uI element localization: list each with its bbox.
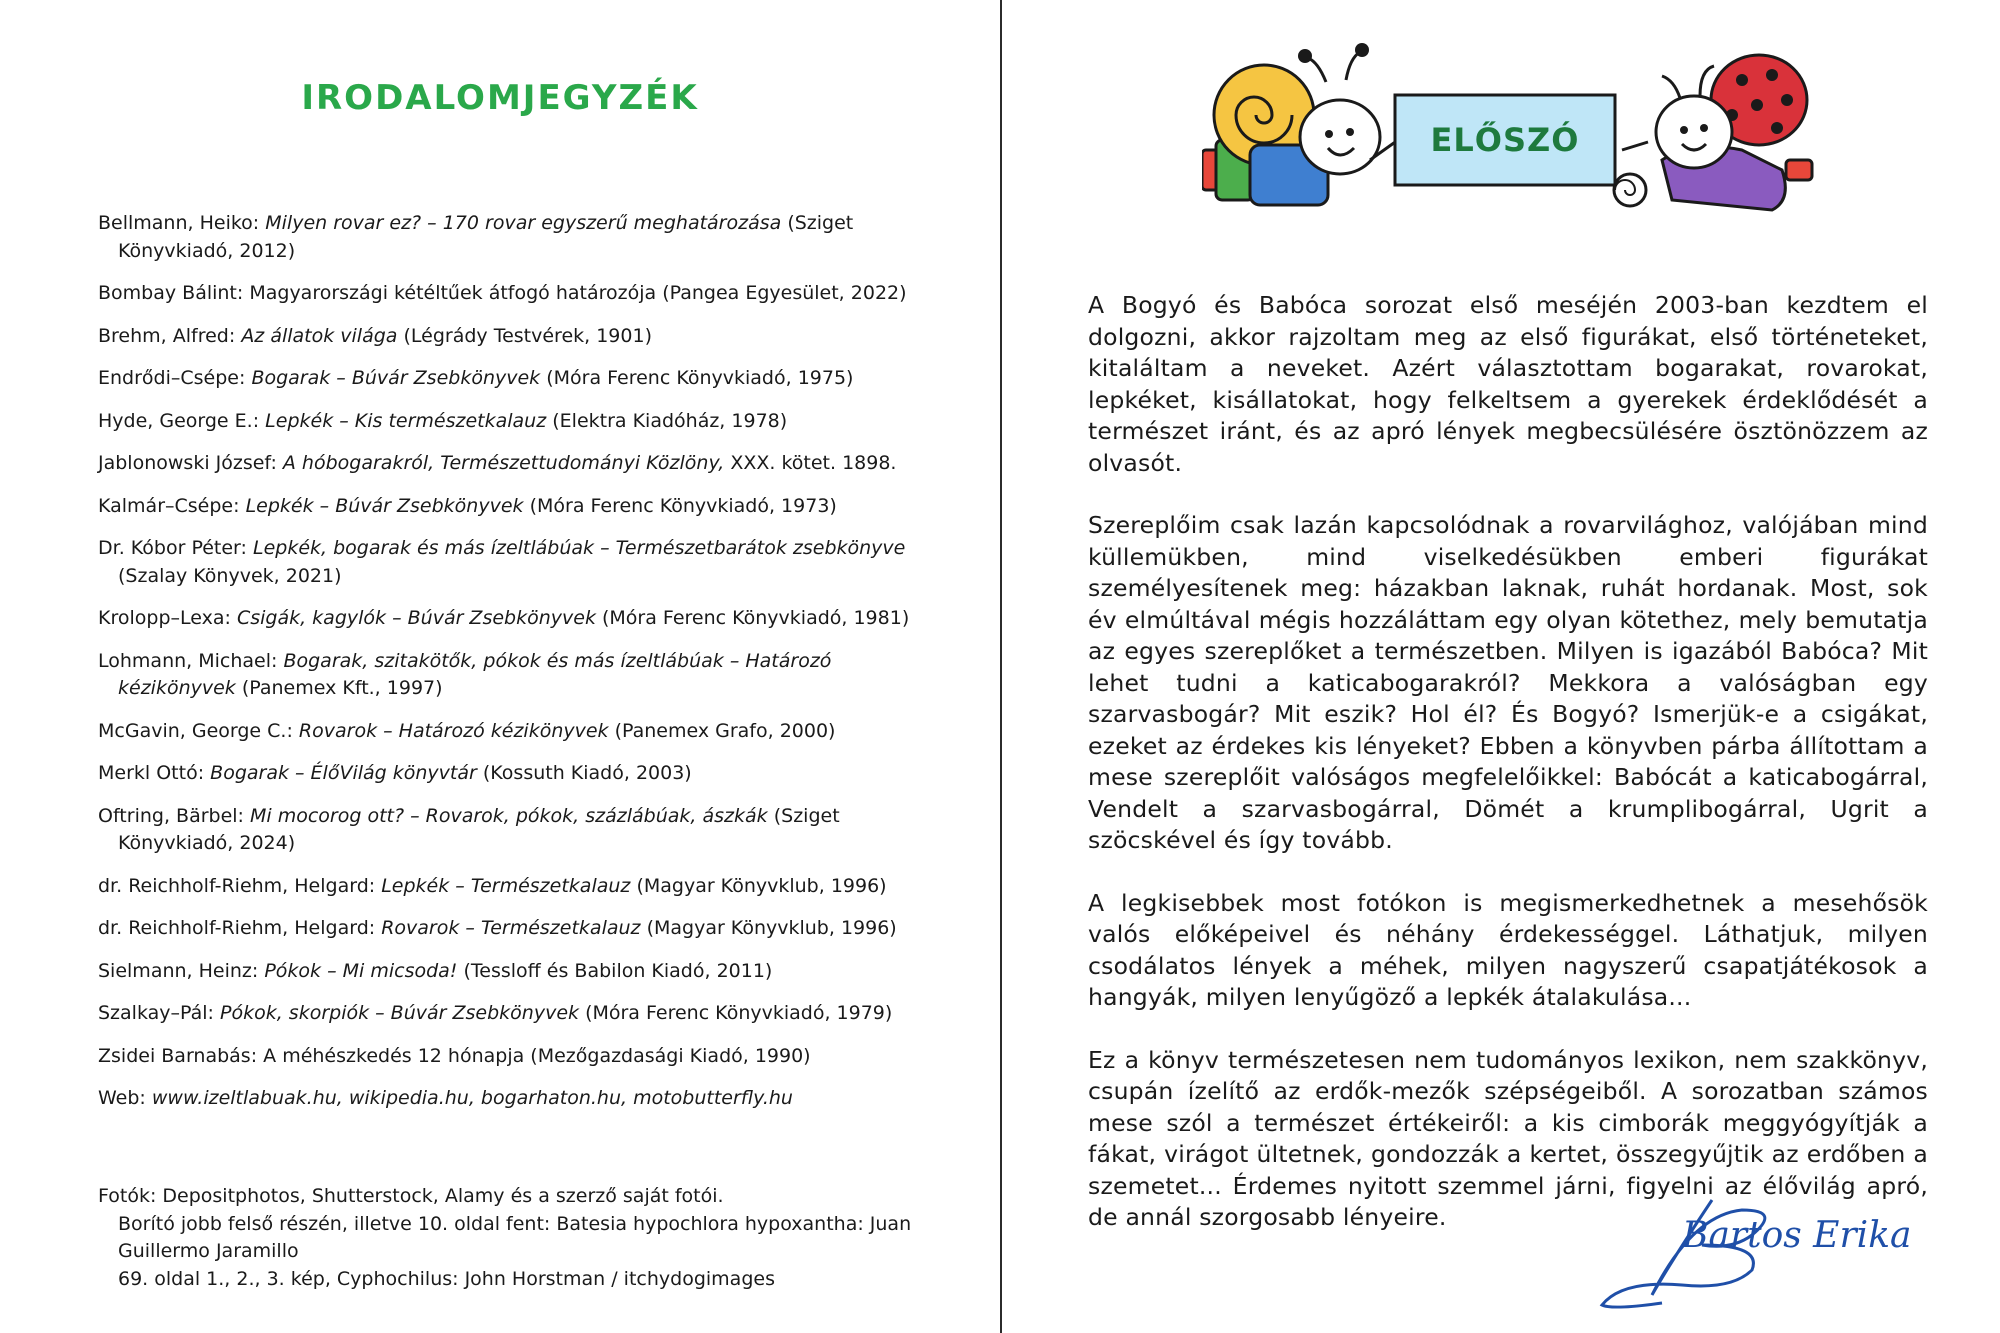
bibliography-entry xyxy=(98,1085,938,1113)
entry-publisher: (Móra Ferenc Könyvkiadó, 1981) xyxy=(602,607,910,629)
foreword-paragraph: Ez a könyv természetesen nem tudományos lexikon, nem szakkönyv, csupán ízelítő az erdők-mezők szépségeiből. A sorozatban számos mese szól a természet értékeiről: a kis cimborák meggyógyítják a fákat, virágot ültetnek, gondozzák a kertet, összegyűjtik az erdőben a szemetet... Érdemes nyitott szemmel járni, figyelni az élővilág apró, de annál szorgosabb lényeire. xyxy=(1088,1045,1928,1231)
entry-author: dr. Reichholf-Riehm, Helgard: xyxy=(98,917,376,939)
entry-publisher: (Móra Ferenc Könyvkiadó, 1975) xyxy=(546,367,854,389)
entry-author: Jablonowski József: xyxy=(98,452,277,474)
bibliography-entry xyxy=(98,605,938,633)
foreword-paragraph: A legkisebbek most fotókon is megismerkedhetnek a mesehősök valós előképeivel és néhány érdekességgel. Láthatjuk, milyen csodálatos lények a méhek, milyen nagyszerű csapatjátékosok a hangyák, milyen lenyűgöző a lepkék átalakulása... xyxy=(1088,888,1928,1011)
entry-publisher: Magyarországi kétéltűek átfogó határozója (Pangea Egyesület, 2022) xyxy=(249,282,907,304)
entry-author: Kalmár–Csépe: xyxy=(98,494,240,517)
entry-author: Oftring, Bärbel: xyxy=(98,804,244,827)
foreword-paragraph: Szereplőim csak lazán kapcsolódnak a rovarvilághoz, valójában mind küllemükben, mind viselkedésükben emberi figurákat személyesítenek meg: házakban laknak, ruhát hordanak. Most, sok év elmúltával mégis hozzáláttam egy olyan kötethez, mely bemutatja az egyes szereplőket a természetben. Milyen is igazából Babóca? Mit lehet tudni a katicabogarakról? Mekkora a valóságban egy szarvasbogár? Mit eszik? Hol él? És Bogyó? Ismerjük-e a csigákat, ezeket az érdekes kis lényeket? Ebben a könyvben párba állítottam a mese szereplőit valóságos megfelelőikkel: Babócát a katicabogárral, Vendelt a szarvasbogárral, Dömét a krumplibogárral, Ugrit a szöcskével és így tovább. xyxy=(1088,511,1928,854)
bibliography-entry xyxy=(98,408,938,436)
entry-author: Merkl Ottó: xyxy=(98,762,205,784)
bibliography-entry xyxy=(98,873,938,901)
entry-title: Lepkék, bogarak és más ízeltlábúak – Természetbarátok zsebkönyve xyxy=(253,537,906,559)
entry-title: Lepkék – Búvár Zsebkönyvek xyxy=(245,494,524,517)
entry-publisher: (Magyar Könyvklub, 1996) xyxy=(646,917,897,939)
bibliography-entry xyxy=(98,210,938,265)
entry-publisher: (Sziget Könyvkiadó, 2024) xyxy=(118,804,840,854)
entry-publisher: (Szalay Könyvek, 2021) xyxy=(118,564,342,587)
bibliography-entry xyxy=(98,718,938,746)
entry-author: Bombay Bálint: xyxy=(98,282,244,304)
bibliography-entry xyxy=(98,365,938,393)
entry-title: Rovarok – Természetkalauz xyxy=(381,917,641,939)
bibliography-list xyxy=(98,210,938,1128)
credits-line: 69. oldal 1., 2., 3. kép, Cyphochilus: John Horstman / itchydogimages xyxy=(118,1267,775,1290)
entry-title: Lepkék – Kis természetkalauz xyxy=(265,409,547,432)
foreword-title: ELŐSZÓ xyxy=(1430,121,1580,159)
entry-title: Bogarak – ÉlőVilág könyvtár xyxy=(210,762,477,784)
bibliography-entry xyxy=(98,450,938,478)
bibliography-entry xyxy=(98,648,938,703)
bibliography-entry xyxy=(98,493,938,521)
entry-author: Endrődi–Csépe: xyxy=(98,367,246,389)
right-page xyxy=(1002,0,2000,1333)
photo-credits xyxy=(98,1183,938,1293)
entry-title: Az állatok világa xyxy=(241,324,398,347)
snail-character-icon xyxy=(1202,43,1398,205)
entry-author: McGavin, George C.: xyxy=(98,719,293,742)
entry-author: Szalkay–Pál: xyxy=(98,1002,214,1024)
entry-publisher: (Elektra Kiadóház, 1978) xyxy=(552,409,788,432)
entry-publisher: (Panemex Kft., 1997) xyxy=(241,677,443,699)
bibliography-entry xyxy=(98,280,938,308)
entry-publisher: (Tessloff és Babilon Kiadó, 2011) xyxy=(463,959,773,982)
entry-publisher: A méhészkedés 12 hónapja (Mezőgazdasági Kiadó, 1990) xyxy=(263,1044,811,1067)
entry-author: Sielmann, Heinz: xyxy=(98,959,259,982)
bibliography-entry xyxy=(98,323,938,351)
entry-publisher: (Kossuth Kiadó, 2003) xyxy=(482,762,692,784)
entry-publisher: (Sziget Könyvkiadó, 2012) xyxy=(118,212,854,262)
bibliography-entry xyxy=(98,915,938,943)
entry-author: Krolopp–Lexa: xyxy=(98,607,231,629)
bibliography-entry xyxy=(98,1043,938,1071)
entry-title: Mi mocorog ott? – Rovarok, pókok, százlábúak, ászkák xyxy=(250,804,768,827)
entry-title: Bogarak – Búvár Zsebkönyvek xyxy=(251,367,541,389)
entry-title: A hóbogarakról, Természettudományi Közlöny, xyxy=(282,452,725,474)
entry-author: dr. Reichholf-Riehm, Helgard: xyxy=(98,874,376,897)
ladybug-character-icon xyxy=(1614,55,1812,210)
entry-title: Rovarok – Határozó kézikönyvek xyxy=(298,719,609,742)
entry-author: Zsidei Barnabás: xyxy=(98,1044,258,1067)
entry-publisher: (Panemex Grafo, 2000) xyxy=(614,719,836,742)
entry-title: Lepkék – Természetkalauz xyxy=(381,874,631,897)
credits-line: Depositphotos, Shutterstock, Alamy és a szerző saját fotói. xyxy=(162,1185,724,1207)
signature: Bartos Erika xyxy=(1682,1215,1912,1256)
entry-publisher: (Magyar Könyvklub, 1996) xyxy=(636,874,887,897)
bibliography-entry xyxy=(98,760,938,788)
entry-publisher: XXX. kötet. 1898. xyxy=(730,452,897,474)
credits-line: Borító jobb felső részén, illetve 10. oldal fent: Batesia hypochlora hypoxantha: Juan Guillermo Jaramillo xyxy=(118,1212,912,1262)
entry-author: Bellmann, Heiko: xyxy=(98,212,260,234)
bibliography-entry xyxy=(98,958,938,986)
entry-title: Pókok – Mi micsoda! xyxy=(264,959,458,982)
entry-publisher: (Légrády Testvérek, 1901) xyxy=(403,324,652,347)
entry-title: Csigák, kagylók – Búvár Zsebkönyvek xyxy=(236,607,596,629)
entry-author: Lohmann, Michael: xyxy=(98,649,278,672)
entry-title: www.izeltlabuak.hu, wikipedia.hu, bogarhaton.hu, motobutterfly.hu xyxy=(151,1087,793,1109)
entry-title: Pókok, skorpiók – Búvár Zsebkönyvek xyxy=(220,1002,580,1024)
bibliography-title: IRODALOMJEGYZÉK xyxy=(301,78,699,118)
credits-label: Fotók: xyxy=(98,1185,157,1207)
entry-author: Brehm, Alfred: xyxy=(98,324,236,347)
bibliography-entry xyxy=(98,803,938,858)
entry-title: Milyen rovar ez? – 170 rovar egyszerű meghatározása xyxy=(265,212,782,234)
entry-author: Web: xyxy=(98,1087,146,1109)
entry-title: Bogarak, szitakötők, pókok és más ízeltlábúak – Határozó kézikönyvek xyxy=(118,649,832,699)
foreword-paragraph: A Bogyó és Babóca sorozat első meséjén 2003-ban kezdtem el dolgozni, akkor rajzoltam meg az első figurákat, első történeteket, kitaláltam a neveket. Azért választottam bogarakat, rovarokat, lepkéket, kisállatokat, hogy felkeltsem a gyerekek érdeklődését a természet iránt, és az apró lények megbecsülésére ösztönözzem az olvasót. xyxy=(1088,291,1928,477)
foreword-text xyxy=(1088,290,1928,1265)
bibliography-entry xyxy=(98,535,938,590)
entry-publisher: (Móra Ferenc Könyvkiadó, 1979) xyxy=(585,1002,893,1024)
entry-author: Hyde, George E.: xyxy=(98,409,260,432)
entry-publisher: (Móra Ferenc Könyvkiadó, 1973) xyxy=(529,494,837,517)
entry-author: Dr. Kóbor Péter: xyxy=(98,537,247,559)
bibliography-entry xyxy=(98,1000,938,1028)
